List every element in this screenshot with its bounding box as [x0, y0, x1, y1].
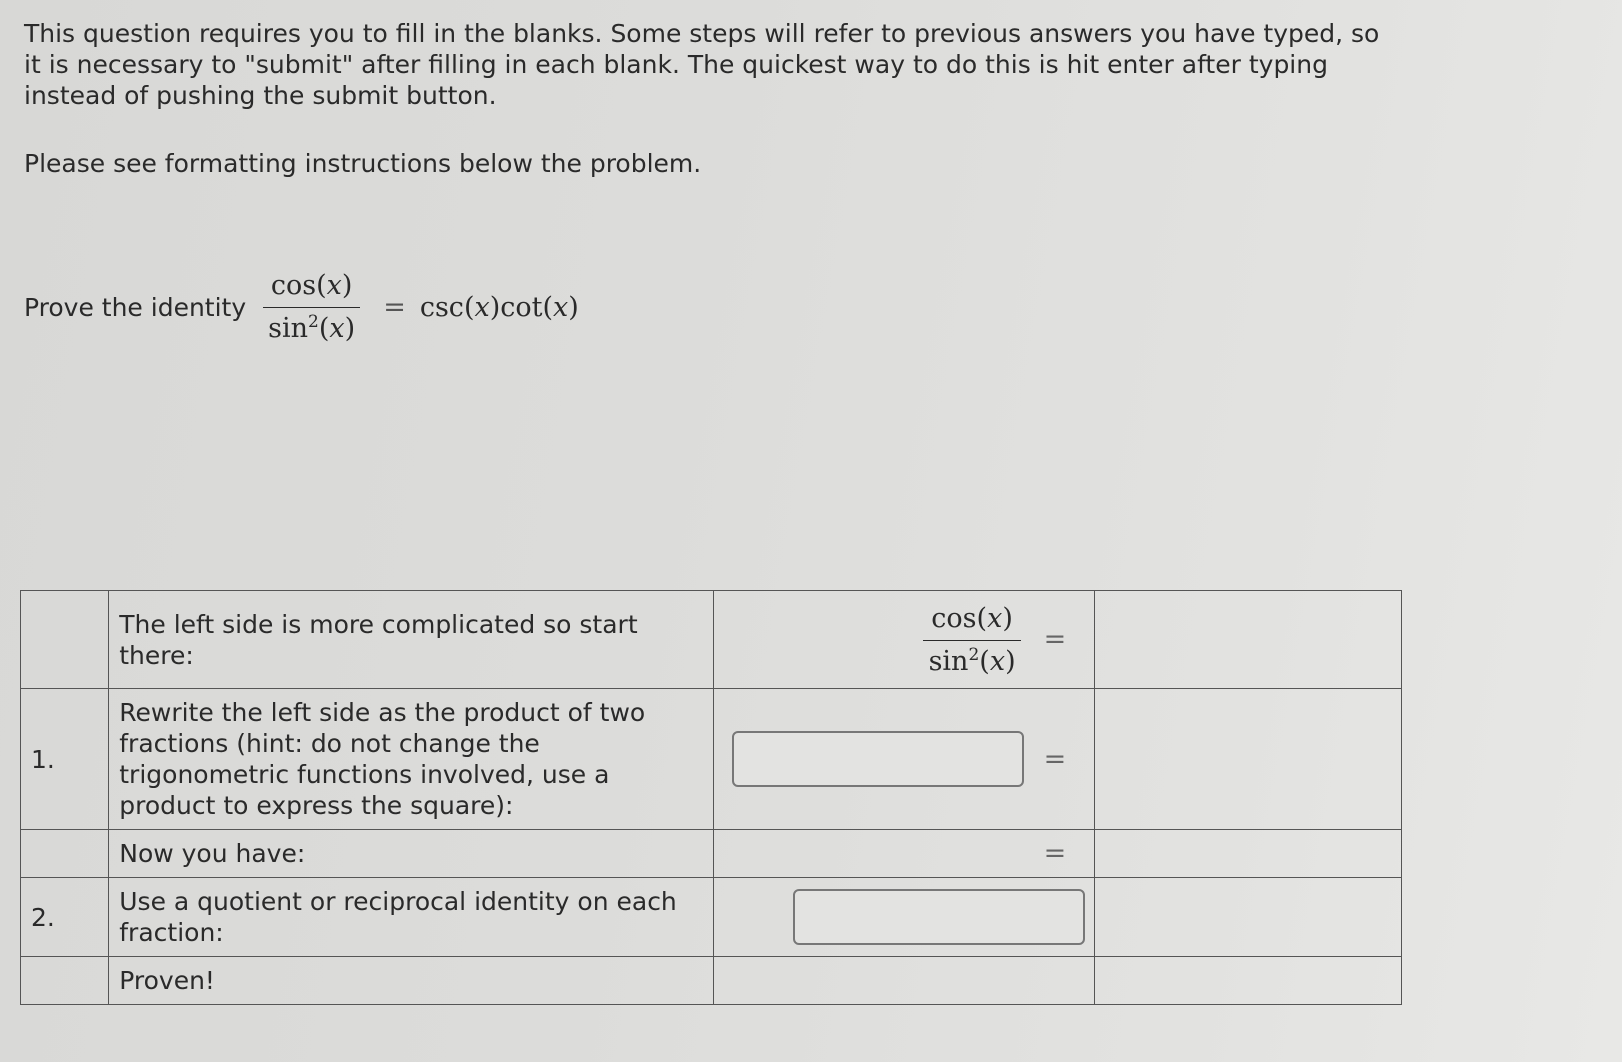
step-1-answer-input[interactable] [732, 731, 1024, 787]
identity-rhs: csc(x)cot(x) [419, 291, 579, 323]
equals-sign: = [1043, 624, 1067, 655]
identity-label: Prove the identity [24, 292, 247, 322]
step-number: 2. [21, 878, 109, 957]
identity-statement [24, 262, 579, 352]
equals-sign: = [1043, 743, 1067, 775]
step-description: The left side is more complicated so start there: [109, 591, 714, 689]
step-expression [714, 689, 1095, 830]
rhs-csc-var: x [474, 291, 490, 323]
rhs-cell [1095, 830, 1402, 878]
step-description: Use a quotient or reciprocal identity on each fraction: [109, 878, 714, 957]
rhs-cot-var: x [553, 291, 569, 323]
rhs-cell [1095, 689, 1402, 830]
rhs-cot: cot [500, 291, 543, 323]
step-expression [714, 830, 1095, 878]
rhs-cell [1095, 878, 1402, 957]
step-2-answer-input[interactable] [793, 889, 1085, 945]
lhs-fraction: $\frac{\cos(x)}{\sin^2(x)}$ [921, 603, 1024, 677]
identity-lhs-fraction: $\frac{\cos(x)}{\sin^2(x)}$ [260, 270, 363, 344]
lhs-denominator-power: 2 [308, 312, 319, 332]
step-expression [714, 878, 1095, 957]
table-row [21, 878, 1402, 957]
lhs-denominator-var: x [329, 313, 345, 344]
lhs-numerator-func: cos [270, 270, 317, 301]
rhs-csc: csc [419, 291, 464, 323]
step-description: Now you have: [109, 830, 714, 878]
step-expression [714, 591, 1095, 689]
identity-equals: = [383, 291, 406, 323]
equals-sign: = [1043, 838, 1067, 869]
step-expression [714, 957, 1095, 1005]
rhs-cell [1095, 957, 1402, 1005]
rhs-cell [1095, 591, 1402, 689]
lhs-numerator-var: x [326, 270, 342, 301]
step-number: 1. [21, 689, 109, 830]
proof-table [20, 590, 1402, 1005]
step-description: Proven! [109, 957, 714, 1005]
table-row [21, 689, 1402, 830]
step-number [21, 591, 109, 689]
table-row [21, 957, 1402, 1005]
step-number [21, 830, 109, 878]
formatting-note: Please see formatting instructions below the problem. [24, 149, 702, 178]
instructions-text: This question requires you to fill in the blanks. Some steps will refer to previous answers you have typed, so it is necessary to "submit" after filling in each blank. The quickest way to do this is hit enter after typing instead of pushing the submit button. [24, 19, 1380, 110]
lhs-denominator-func: sin [268, 313, 309, 344]
step-number [21, 957, 109, 1005]
table-row [21, 591, 1402, 689]
table-row [21, 830, 1402, 878]
step-description: Rewrite the left side as the product of two fractions (hint: do not change the trigonometric functions involved, use a product to express the square): [109, 689, 714, 830]
